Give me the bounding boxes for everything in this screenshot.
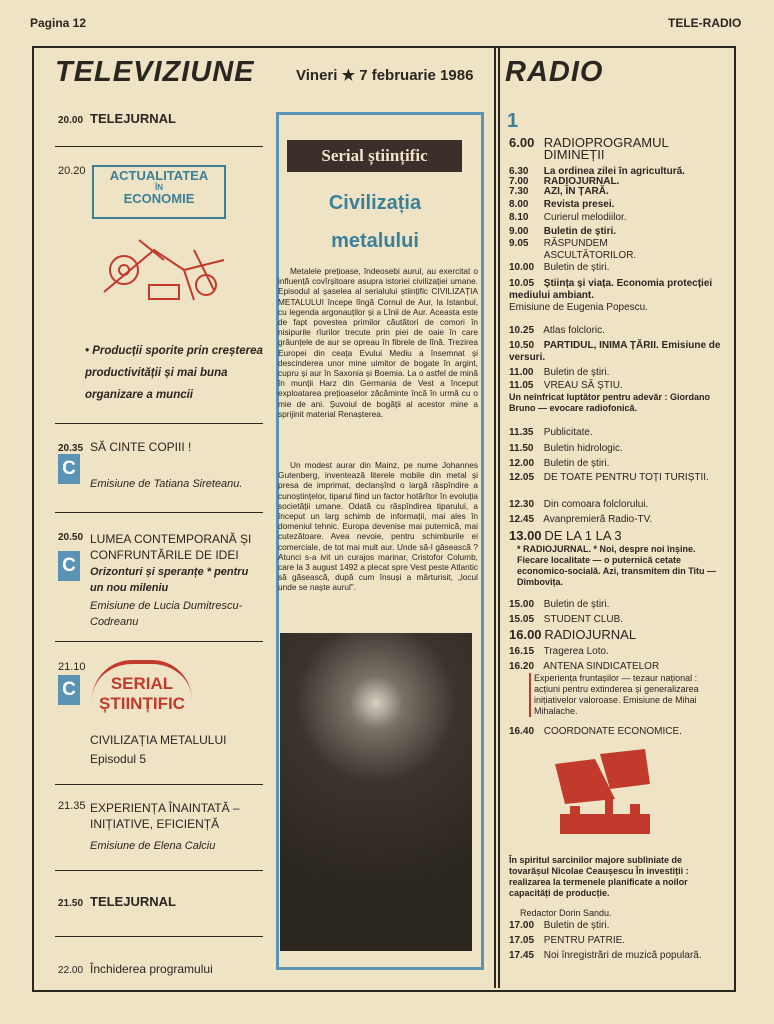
radio-item: 15.00 Buletin de știri. [509,599,610,610]
radio-item: 12.00 Buletin de știri. [509,458,610,469]
tv-item-episode: Episodul 5 [90,752,147,766]
broadcast-date: Vineri ★ 7 februarie 1986 [296,67,474,84]
channel-c-icon: C [58,675,80,705]
divider [55,146,263,147]
feature-title-1: Civilizația [328,192,422,214]
actualitatea-logo: ACTUALITATEA ÎN ECONOMIE [92,165,226,219]
radio-item: 17.45 Noi înregistrări de muzică populară. [509,950,702,961]
column-divider-2 [498,48,500,988]
radio-heading: RADIO [505,56,604,88]
tv-item-subtitle: Orizonturi și speranțe * pentru un nou mileniu [90,566,249,594]
divider [55,936,263,937]
radio-item: 12.45 Avanpremieră Radio-TV. [509,514,653,525]
serial-stiintific-logo: SERIAL ȘTIINȚIFIC [92,660,192,720]
feature-body-2: Un modest aurar din Mainz, pe nume Johannes Gutenberg, inventează literele mobile din metal și presa de imprimat, declanșînd o largă răspîndire a cunoștințelor, tiparul fiind un factor hotărîtor în evoluția societății umane. Odată cu răspîndirea tiparului, a început un larg schimb de informații, mai ales în domeniul tehnic. Europa devenise mai puternică, mai cutezătoare. Avea nevoie, pentru schimburile ei comerciale, de tot mai mult aur. Unde să-l găsească ? Atunci s-a ivit un curajos marinar, Cristofor Columb, care la 3 august 1492 a plecat spre Vest peste Atlantic să găsească, după cum însuși a mărturisit, „locul unde se naște aurul”. [278,460,478,593]
radio-item: 10.50 PARTIDUL, INIMA ȚĂRII. Emisiune de versuri. [509,340,721,363]
tv-item-time: 21.35 [58,800,86,812]
radio-item: 8.00 Revista presei. [509,199,615,210]
radio-item: 10.00 Buletin de știri. [509,262,610,273]
feature-title-2: metalului [331,230,419,252]
channel-c-icon: C [58,551,80,581]
radio-item: 17.05 PENTRU PATRIE. [509,935,626,946]
flags-illustration [545,744,665,844]
channel-c-icon: C [58,454,80,484]
radio-item: 9.00 Buletin de știri. [509,226,617,237]
radio-item: 6.30 La ordinea zilei în agricultură. [509,166,685,177]
tv-item-sa-cinte-copiii: 20.35 SĂ CINTE COPIII ! [58,440,192,454]
feature-photo [280,633,472,951]
radio-item: 17.00 Buletin de știri. [509,920,610,931]
tv-item-closing: 22.00 Închiderea programului [58,962,213,976]
tv-item-telejurnal-2: 21.50 TELEJURNAL [58,894,176,909]
tv-item-note: Emisiune de Lucia Dumitrescu-Codreanu [90,600,243,628]
tv-item-title: LUMEA CONTEMPORANĂ ȘI CONFRUNTĂRILE DE IDEI [90,532,252,562]
radio-item: 11.05 VREAU SĂ ȘTIU. Un neînfricat luptător pentru adevăr : Giordano Bruno — evocare radiofonică. [509,380,711,413]
radio-program-number: 1 [507,110,519,132]
tv-item-title: EXPERIENȚA ÎNAINTATĂ – INIȚIATIVE, EFICIENȚĂ [90,801,240,831]
tv-item-lumea-contemporana: 20.50 [58,532,84,543]
radio-item: 15.05 STUDENT CLUB. [509,614,624,625]
divider [55,784,263,785]
tv-item-time: 20.20 [58,165,86,177]
radio-item: 16.00 RADIOJURNAL [509,627,637,642]
column-divider [494,48,496,988]
radio-item: 16.15 Tragerea Loto. [509,646,609,657]
radio-item: 7.00 RADIOJURNAL. [509,176,620,187]
divider [55,641,263,642]
radio-item: 11.35 Publicitate. [509,427,593,438]
feature-banner: Serial științific [287,140,462,172]
radio-item: 13.00 DE LA 1 LA 3 * RADIOJURNAL. * Noi, despre noi înșine. Fiecare localitate — o puternică cetate economico-socială. Azi, transmitem din Titu — Dîmbovița. [509,528,717,587]
industry-illustration [94,230,234,310]
tv-item-telejurnal-1: 20.00 TELEJURNAL [58,111,176,126]
radio-item: 8.10 Curierul melodiilor. [509,212,627,223]
divider [55,512,263,513]
radio-item: 12.30 Din comoara folclorului. [509,499,649,510]
radio-item: 10.25 Atlas folcloric. [509,325,605,336]
coord-editor: Redactor Dorin Sandu. [520,908,612,918]
tv-heading: TELEVIZIUNE [55,56,255,88]
radio-item: 9.05 RĂSPUNDEM ASCULTĂTORILOR. [509,238,637,261]
radio-item: 7.30 AZI, ÎN ȚARĂ. [509,186,609,197]
radio-item: 12.05 DE TOATE PENTRU TOȚI TURIȘTII. [509,472,709,483]
publication-name: TELE-RADIO [668,16,742,30]
tv-item-note: Emisiune de Elena Calciu [90,840,216,852]
coord-note: În spiritul sarcinilor majore subliniate de tovarășul Nicolae Ceaușescu În investiții : realizarea la termenele planificate a noilor capacități de producție. [509,855,689,898]
tv-item-note: Emisiune de Tatiana Sireteanu. [90,478,243,490]
tv-item-time: 21.10 [58,661,86,673]
radio-item: 11.50 Buletin hidrologic. [509,443,623,454]
radio-item: 16.20 ANTENA SINDICATELOR Experiența fruntașilor — tezaur național : acțiuni pentru extinderea și generalizarea inițiativelor valoroase. Emisiune de Mihai Mihalache. [509,661,721,717]
divider [55,870,263,871]
tv-item-description: • Producții sporite prin creșterea productivității și mai buna organizare a muncii [85,345,263,401]
tv-item-title: CIVILIZAȚIA METALULUI [90,733,227,747]
divider [55,423,263,424]
radio-item: 16.40 COORDONATE ECONOMICE. [509,726,682,737]
radio-item: 6.00 RADIOPROGRAMUL DIMINEȚII [509,135,669,162]
feature-body: Metalele prețioase, îndeosebi aurul, au exercitat o influență covîrșitoare asupra istoriei civilizației umane. Episodul al șaselea al serialului științific CIVILIZAȚIA METALULUI începe lîngă Cornul de Aur, la Istanbul, cu legenda argonauților și a Lînii de Aur. Aceasta este de fapt povestea primilor căutători de comori în nisipurile rîurilor trecute prin piei de oaie în care grăunțele de aur se opreau în fibrele de lînă. Trezirea Europei din ceața Evului Mediu a însemnat și descinderea unor mine uimitor de bogate în argint, cupru și aur în Saxonia și Boemia. La o astfel de mină în munții Harz din Germania de Vest a început exploatarea prețioaselor zăcăminte încă în urmă cu o mie de ani. Șuvoiul de bogății al acestor mine a sprijinit material Renașterea. [278,266,478,419]
page-number: Pagina 12 [30,16,87,30]
radio-item: 11.00 Buletin de știri. [509,367,610,378]
radio-item: 10.05 Știința și viața. Economia protecției mediului ambiant. Emisiune de Eugenia Popescu. [509,278,713,313]
